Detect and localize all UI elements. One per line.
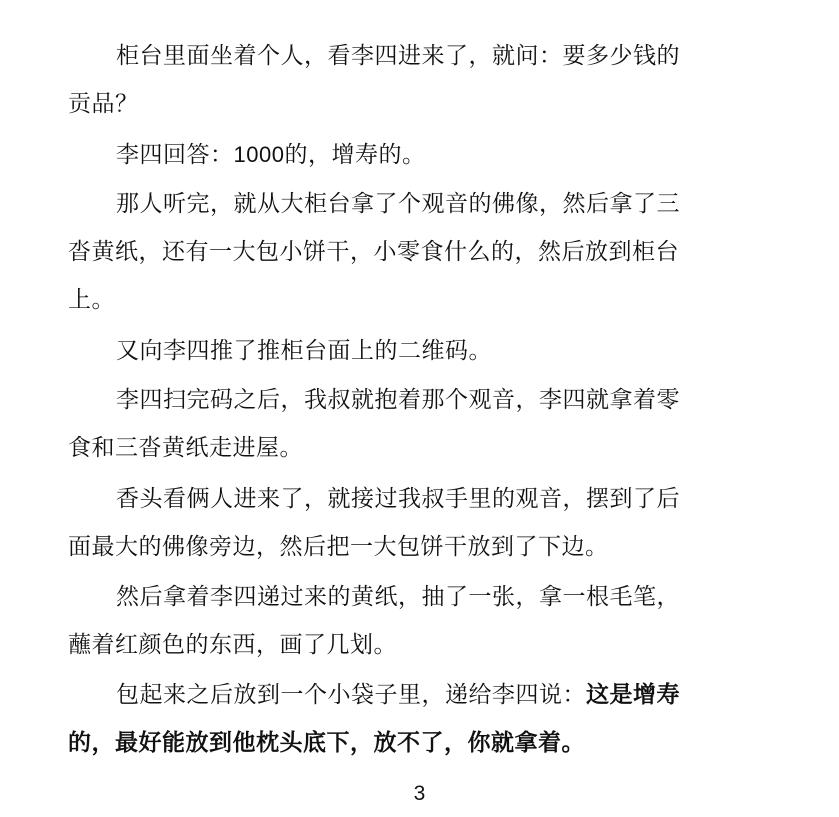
paragraph-5	[68, 376, 728, 472]
bold-quote: 的，最好能放到他枕头底下，放不了，你就拿着。	[68, 729, 585, 756]
paragraph-6	[68, 475, 728, 571]
text-line: 蘸着红颜色的东西，画了几划。	[68, 632, 397, 658]
paragraph-8	[68, 671, 728, 767]
paragraph-1	[68, 32, 728, 128]
text-line: 李四扫完码之后，我叔就抱着那个观音，李四就拿着零	[116, 387, 680, 413]
text-line: 面最大的佛像旁边，然后把一大包饼干放到了下边。	[68, 534, 609, 560]
text-line: 然后拿着李四递过来的黄纸，抽了一张，拿一根毛笔，	[116, 584, 680, 610]
page-number: 3	[413, 782, 426, 805]
text-segment: 的，增寿的。	[284, 142, 426, 168]
text-line: 沓黄纸，还有一大包小饼干，小零食什么的，然后放到柜台	[68, 239, 679, 265]
text-line	[68, 131, 728, 179]
text-line: 柜台里面坐着个人，看李四进来了，就问：要多少钱的	[116, 43, 680, 69]
text-line: 上。	[68, 287, 115, 313]
amount-number: 1000	[233, 142, 285, 167]
text-line: 香头看俩人进来了，就接过我叔手里的观音，摆到了后	[116, 486, 680, 512]
paragraph-4	[68, 327, 728, 375]
text-line: 又向李四推了推柜台面上的二维码。	[116, 338, 492, 364]
paragraph-2	[68, 131, 728, 179]
bold-quote: 这是增寿	[586, 681, 680, 708]
text-line: 食和三沓黄纸走进屋。	[68, 435, 303, 461]
paragraph-3	[68, 180, 728, 324]
text-line	[68, 671, 728, 719]
text-segment: 李四回答：	[116, 142, 234, 168]
text-line: 那人听完，就从大柜台拿了个观音的佛像，然后拿了三	[116, 191, 680, 217]
text-segment: 包起来之后放到一个小袋子里，递给李四说：	[116, 682, 586, 708]
paragraph-7	[68, 573, 728, 669]
text-line: 贡品？	[68, 91, 139, 117]
